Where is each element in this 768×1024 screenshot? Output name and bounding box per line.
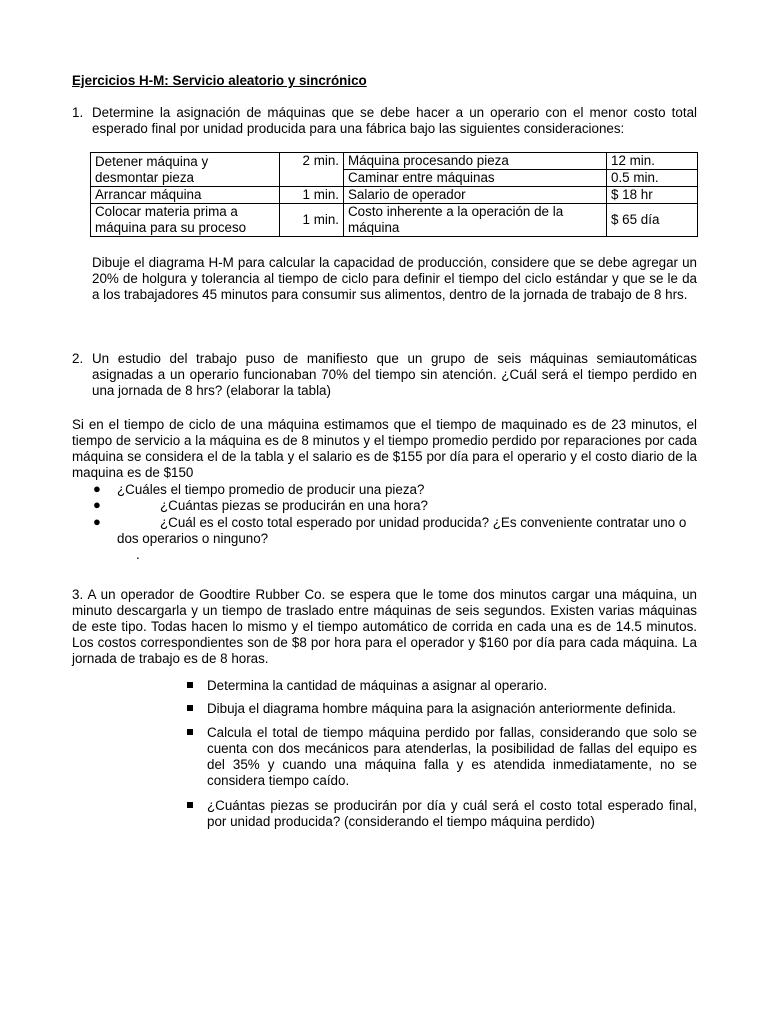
exercise-2-number: 2. (72, 351, 84, 366)
bullet-icon: ● (93, 497, 101, 512)
square-bullet-icon (187, 802, 193, 808)
bullet-icon: ● (93, 514, 101, 529)
square-bullet-icon (187, 682, 193, 688)
bullet-icon: ● (93, 481, 101, 496)
table-cell: Arrancar máquina (91, 187, 280, 204)
exercise-2-question-3: ¿Cuál es el costo total esperado por unidad producida? ¿Es conveniente contratar uno o dos operarios o ninguno? (117, 515, 687, 546)
square-bullet-icon (187, 705, 193, 711)
stray-dot: . (136, 547, 140, 562)
exercise-2-question-2: ¿Cuántas piezas se producirán en una hora? (160, 498, 428, 513)
exercise-1-number: 1. (72, 105, 84, 120)
table-cell: Detener máquina y desmontar pieza (91, 153, 280, 187)
exercise-3-item-3: Calcula el total de tiempo máquina perdido por fallas, considerando que solo se cuenta con dos mecánicos para atenderlas, la posibilidad de fallas del equipo es del 35% y cuando una máquina falla y es atendida inmediatamente, no se considera tiempo caído. (207, 725, 697, 788)
table-cell: 12 min. (607, 153, 698, 170)
exercise-3-item-4: ¿Cuántas piezas se producirán por día y cuál será el costo total esperado final, por unidad producida? (considerando el tiempo máquina perdido) (207, 798, 697, 829)
table-cell: Colocar materia prima a máquina para su proceso (91, 204, 280, 237)
exercise-1-instructions: Dibuje el diagrama H-M para calcular la capacidad de producción, considere que se debe agregar un 20% de holgura y tolerancia al tiempo de ciclo para definir el tiempo del ciclo estándar y que se le da a los trabajadores 45 minutos para consumir sus alimentos, dentro de la jornada de trabajo de 8 hrs. (92, 255, 697, 302)
table-cell: Salario de operador (344, 187, 607, 204)
exercise-3-item-2: Dibuja el diagrama hombre máquina para la asignación anteriormente definida. (207, 701, 676, 716)
exercise-2-text: Un estudio del trabajo puso de manifiesto que un grupo de seis máquinas semiautomáticas asignadas a un operario funcionaban 70% del tiempo sin atención. ¿Cuál será el tiempo perdido en una jornada de 8 hrs? (elaborar la tabla) (92, 351, 697, 398)
table-cell: $ 65 día (607, 204, 698, 237)
table-cell: Costo inherente a la operación de la máquina (344, 204, 607, 237)
parameters-table (90, 152, 698, 237)
square-bullet-icon (187, 729, 193, 735)
table-cell: $ 18 hr (607, 187, 698, 204)
exercise-1-text: Determine la asignación de máquinas que se debe hacer a un operario con el menor costo total esperado final por unidad producida para una fábrica bajo las siguientes consideraciones: (92, 105, 697, 136)
table-cell: 2 min. (280, 153, 344, 187)
exercise-3-text: 3. A un operador de Goodtire Rubber Co. se espera que le tome dos minutos cargar una máquina, un minuto descargarla y un tiempo de traslado entre máquinas de seis segundos. Existen varias máquinas de este tipo. Todas hacen lo mismo y el tiempo automático de corrida en cada una es de 14.5 minutos. Los costos correspondientes son de $8 por hora para el operador y $160 por día para cada máquina. La jornada de trabajo es de 8 horas. (72, 587, 697, 666)
table-cell: 0.5 min. (607, 170, 698, 187)
document-title: Ejercicios H-M: Servicio aleatorio y sincrónico (72, 73, 367, 88)
table-cell: 1 min. (280, 204, 344, 237)
table-cell: Máquina procesando pieza (344, 153, 607, 170)
exercise-3-item-1: Determina la cantidad de máquinas a asignar al operario. (207, 678, 548, 693)
exercise-2-question-1: ¿Cuáles el tiempo promedio de producir una pieza? (117, 482, 425, 497)
exercise-2-paragraph: Si en el tiempo de ciclo de una máquina estimamos que el tiempo de maquinado es de 23 minutos, el tiempo de servicio a la máquina es de 8 minutos y el tiempo promedio perdido por reparaciones por cada máquina se considera el de la tabla y el salario es de $155 por día para el operario y el costo diario de la maquina es de $150 (72, 417, 697, 480)
table-cell: Caminar entre máquinas (344, 170, 607, 187)
table-cell: 1 min. (280, 187, 344, 204)
